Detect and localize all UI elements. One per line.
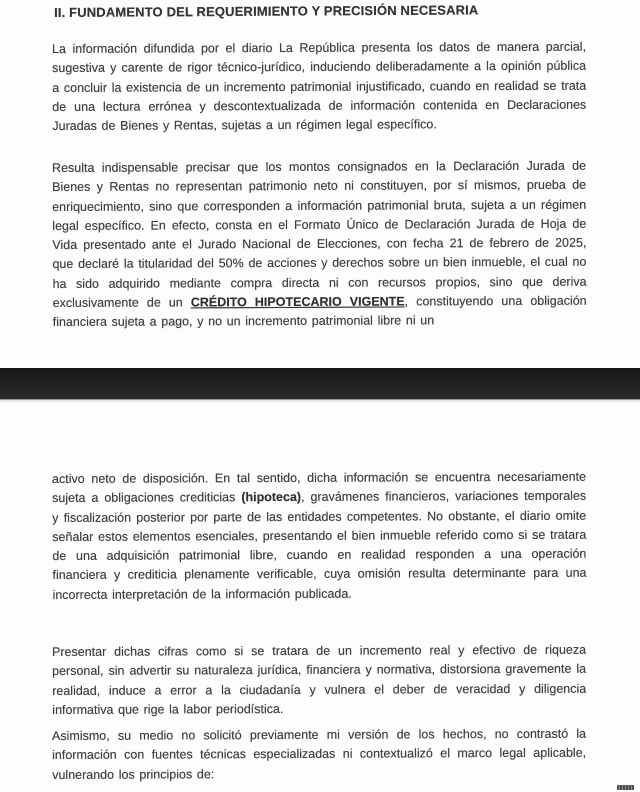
paragraph-3-text-before: activo neto de disposición. En tal sentido, dicha información se encuentra necesariamente sujeta a obligaciones crediticias bbox=[52, 469, 587, 506]
paragraph-4: Presentar dichas cifras como si se tratara de un incremento real y efectivo de riqueza personal, sin advertir su naturaleza jurídica, financiera y normativa, distorsiona gravemente la realidad, induce a error a la ciudadanía y vulnera el deber de veracidad y diligencia informativa que rige la labor periodística. bbox=[52, 642, 587, 717]
emphasis-hipoteca: (hipoteca) bbox=[241, 490, 302, 505]
paragraph-1: La información difundida por el diario La República presenta los datos de manera parcial, sugestiva y carente de rigor técnico-jurídico, induciendo deliberadamente a la opinión pública a concluir la existencia de un incremento patrimonial injustificado, cuando en realidad se trata de una lectura errónea y descontextualizada de información contenida en Declaraciones Juradas de Bienes y Rentas, sujetas a un régimen legal específico. bbox=[52, 39, 587, 134]
section-title: II. FUNDAMENTO DEL REQUERIMIENTO Y PRECISIÓN NECESARIA bbox=[54, 2, 479, 20]
paragraph-3 bbox=[52, 468, 587, 605]
paragraph-3-text-after: , gravámenes financieros, variaciones temporales y fiscalización posterior por parte de las entidades competentes. No obstante, el diario omite señalar estos elementos esenciales, presentando el bien inmueble referido como si se tratara de una adquisición patrimonial libre, cuando en realidad responden a una operación financiera y crediticia plenamente verificable, cuya omisión resulta determinante para una incorrecta interpretación de la información publicada. bbox=[52, 488, 587, 602]
paragraph-2 bbox=[52, 157, 587, 333]
paragraph-2-text-after: , constituyendo una obligación financiera sujeta a pago, y no un incremento patrimonial libre ni un bbox=[52, 293, 587, 330]
paragraph-2-text-before: Resulta indispensable precisar que los montos consignados en la Declaración Jurada de Bienes y Rentas no representan patrimonio neto ni constituyen, por sí mismos, prueba de enriquecimiento, sino que corresponden a información patrimonial bruta, sujeta a un régimen legal específico. En efecto, consta en el Formato Único de Declaración Jurada de Hoja de Vida presentado ante el Jurado Nacional de Elecciones, con fecha 21 de febrero de 2025, que declaré la titularidad del 50% de acciones y derechos sobre un bien inmueble, el cual no ha sido adquirido mediante compra directa ni con recursos propios, sino que deriva exclusivamente de un bbox=[52, 158, 587, 311]
redaction-bar bbox=[0, 368, 640, 400]
page-corner-artifact bbox=[617, 785, 634, 790]
emphasis-credito-hipotecario-vigente: CRÉDITO HIPOTECARIO VIGENTE bbox=[190, 294, 405, 310]
paragraph-5: Asimismo, su medio no solicitó previamente mi versión de los hechos, no contrastó la información con fuentes técnicas especializadas ni contextualizó el marco legal aplicable, vulnerando los principios de: bbox=[52, 726, 587, 782]
